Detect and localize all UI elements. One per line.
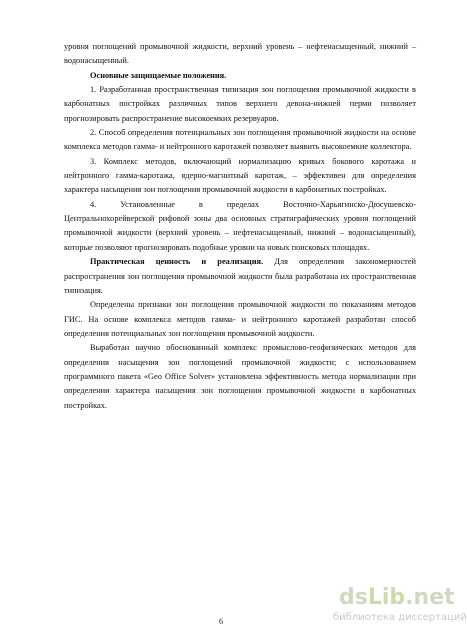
paragraph-point-4: 4. Установленные в пределах Восточно-Харьягинско-Дюсушевско-Центральнохорейверской рифовой зоны два основных стратиграфических уровня поглощений промывочной жидкости (верхний уровень – нефтенасыщенный, нижний – водонасыщенный), которые позволяют прогнозировать подобные уровни на новых поисковых площадях. bbox=[64, 199, 416, 252]
practical-value-lead: Практическая ценность и реализация. bbox=[90, 257, 264, 267]
paragraph-point-3: 3. Комплекс методов, включающий нормализацию кривых бокового каротажа и нейтронного гамма-каротажа, ядерно-магнитный каротаж, – эффективен для определения характера насыщения зон поглощения промывочной жидкости в карбонатных постройках. bbox=[64, 156, 416, 195]
paragraph-practical-value bbox=[64, 255, 416, 298]
body-text bbox=[64, 40, 416, 413]
dslib-tagline: библиотека диссертаций bbox=[333, 612, 467, 623]
dslib-logo: dsLib.net bbox=[339, 585, 455, 610]
page-number: 6 bbox=[219, 617, 223, 626]
paragraph-signs: Определены признаки зон поглощения промывочной жидкости по показаниям методов ГИС. На основе комплекса методов гамма- и нейтронного каротажей разработан способ определения потенциальных зон поглощения промывочной жидкости. bbox=[64, 300, 416, 338]
practical-value-text: Для определения закономерностей распространения зон поглощения промывочной жидкости была разработана их пространственная типизация. bbox=[64, 257, 416, 295]
paragraph-point-2: 2. Способ определения потенциальных зон поглощения промывочной жидкости на основе комплекса методов гамма- и нейтронного каротажей позволяет выявить высокоемкие коллектора. bbox=[64, 128, 416, 152]
dslib-watermark bbox=[333, 585, 467, 626]
paragraph-continuation: уровня поглощений промывочной жидкости, верхний уровень – нефтенасыщенный, нижний – водонасыщенный. bbox=[64, 42, 416, 66]
section-heading: Основные защищаемые положения. bbox=[90, 70, 227, 80]
paragraph-point-1: 1. Разработанная пространственная типизация зон поглощения промывочной жидкости в карбонатных постройках различных типов верхнего девона-нижней перми позволяет прогнозировать распространение высокоемких резервуаров. bbox=[64, 85, 416, 123]
paragraph-complex: Выработан научно обоснованный комплекс промыслово-геофизических методов для определения насыщения зон поглощений промывочной жидкости; с использованием программного пакета «Geo Office Solver» установлена эффективность метода нормализации при определении характера насыщения зон поглощения промывочной жидкости в карбонатных постройках. bbox=[64, 343, 416, 410]
